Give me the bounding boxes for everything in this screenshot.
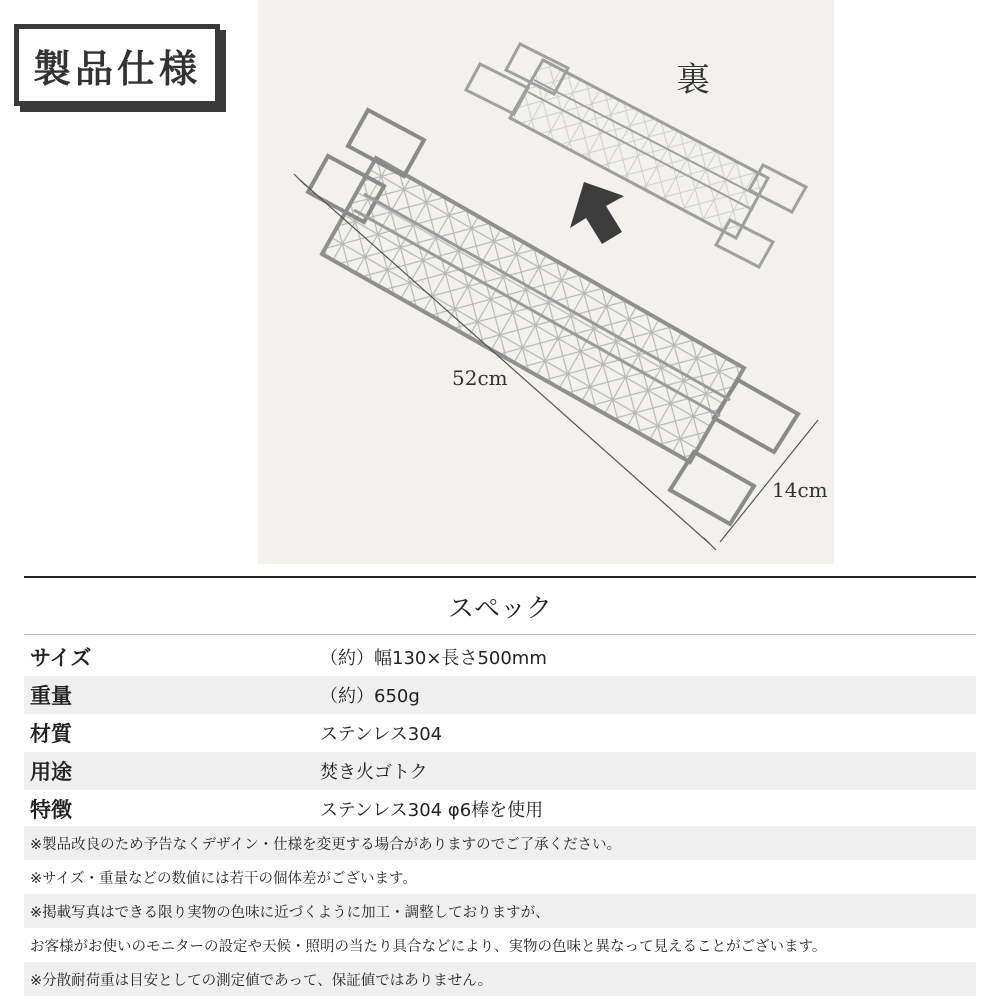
product-photo (258, 0, 834, 564)
width-dimension-label: 14cm (772, 478, 828, 502)
note-item: ※製品改良のため予告なくデザイン・仕様を変更する場合がありますのでご了承ください。 (24, 826, 976, 860)
divider-spec (24, 634, 976, 635)
spec-key: 重量 (30, 684, 72, 708)
back-grate (466, 44, 806, 267)
spec-value: （約）幅130×長さ500mm (320, 648, 547, 669)
spec-key: 材質 (30, 722, 72, 746)
section-badge-label: 製品仕様 (32, 46, 201, 91)
back-side-label: 裏 (676, 60, 710, 100)
section-badge (14, 24, 220, 106)
divider-top (24, 576, 976, 578)
spec-table (24, 638, 976, 828)
spec-value: ステンレス304 φ6棒を使用 (320, 800, 544, 821)
spec-value: ステンレス304 (320, 724, 443, 745)
spec-key: サイズ (30, 646, 92, 670)
spec-row-weight (24, 676, 976, 714)
note-item: ※掲載写真はできる限り実物の色味に近づくように加工・調整しておりますが、 (24, 894, 976, 928)
spec-value: 焚き火ゴトク (320, 762, 428, 783)
length-dimension-label: 52cm (452, 366, 508, 390)
note-item: ※分散耐荷重は目安としての測定値であって、保証値ではありません。 (24, 962, 976, 996)
arrow-up-right-icon (570, 182, 624, 244)
spec-key: 用途 (30, 760, 72, 784)
note-item: ※サイズ・重量などの数値には若干の個体差がございます。 (30, 870, 417, 887)
notes-list (24, 826, 976, 996)
spec-title: スペック (447, 594, 552, 624)
product-photo-illustration (258, 0, 834, 564)
spec-row-usage (24, 752, 976, 790)
spec-row-features (24, 790, 976, 828)
spec-row-material (24, 714, 976, 752)
spec-value: （約）650g (320, 686, 420, 707)
spec-key: 特徴 (30, 798, 72, 822)
spec-row-size (24, 638, 976, 676)
note-item: お客様がお使いのモニターの設定や天候・照明の当たり具合などにより、実物の色味と異なって見えることがございます。 (30, 938, 827, 955)
